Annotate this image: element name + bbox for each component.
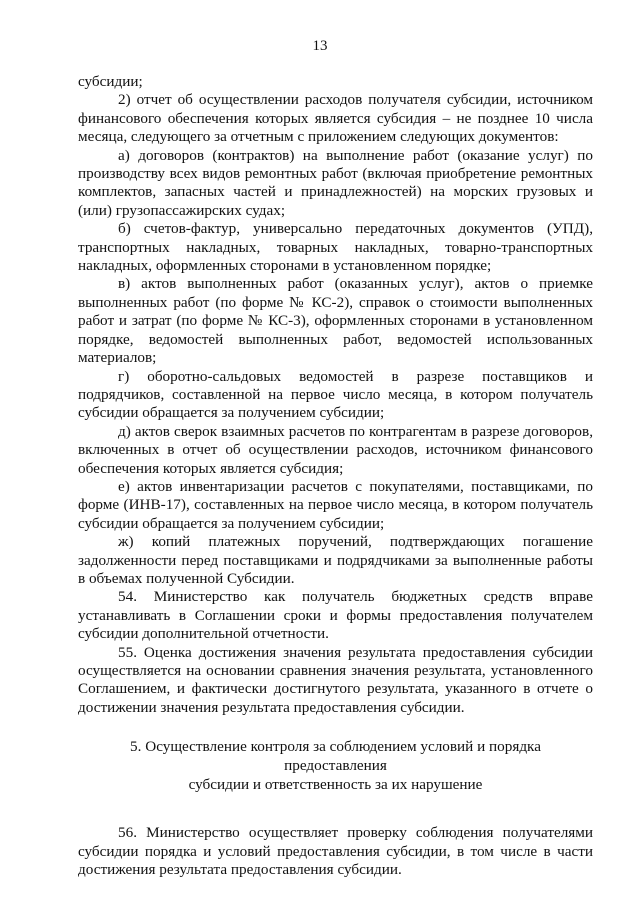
paragraph: 56. Министерство осуществляет проверку соблюдения получателями субсидии порядка и условий предоставления субсидии, в том числе в части достижения результата предоставления субсидии. — [78, 824, 593, 879]
paragraph: а) договоров (контрактов) на выполнение работ (оказание услуг) по производству всех видов ремонтных работ (включая приобретение ремонтных комплектов, запасных частей и принадлежностей) на морских грузовых и (или) грузопассажирских судах; — [78, 146, 593, 219]
paragraphs-after-heading — [78, 824, 593, 879]
section-heading-line-2: субсидии и ответственность за их нарушение — [188, 776, 483, 794]
paragraph: б) счетов-фактур, универсально передаточных документов (УПД), транспортных накладных, товарных накладных, товарно-транспортных накладных, оформленных сторонами в установленном порядке; — [78, 220, 593, 275]
paragraph: субсидии; — [78, 73, 143, 90]
paragraph: е) актов инвентаризации расчетов с покупателями, поставщиками, по форме (ИНВ-17), составленных на первое число месяца, в котором получатель субсидии обращается за получением субсидии; — [78, 477, 593, 532]
paragraph: 2) отчет об осуществлении расходов получателя субсидии, источником финансового обеспечения которых является субсидия – не позднее 10 числа месяца, следующего за отчетным с приложением следующих документов: — [78, 91, 593, 146]
paragraphs-before-heading — [78, 73, 593, 717]
paragraph: в) актов выполненных работ (оказанных услуг), актов о приемке выполненных работ (по форме № КС-2), справок о стоимости выполненных работ и затрат (по форме № КС-3), оформленных сторонами в установленном порядке, ведомостей выполненных работ, ведомостей использованных материалов; — [78, 275, 593, 367]
paragraph: д) актов сверок взаимных расчетов по контрагентам в разрезе договоров, включенных в отчет об осуществлении расходов, источником финансового обеспечения которых является субсидия; — [78, 422, 593, 477]
paragraph: ж) копий платежных поручений, подтверждающих погашение задолженности перед поставщиками и подрядчиками за выполненные работы в объемах полученной Субсидии. — [78, 533, 593, 587]
document-body — [78, 73, 593, 879]
paragraph: г) оборотно-сальдовых ведомостей в разрезе поставщиков и подрядчиков, составленной на первое число месяца, в котором получатель субсидии обращается за получением субсидии; — [78, 367, 593, 422]
section-heading — [78, 737, 593, 794]
section-heading-line-1: 5. Осуществление контроля за соблюдением условий и порядка предоставления — [130, 738, 541, 775]
paragraph: 55. Оценка достижения значения результата предоставления субсидии осуществляется на основании сравнения значения результата, установленного Соглашением, и фактически достигнутого результата, указанного в отчете о достижении значения результата предоставления субсидии. — [78, 643, 593, 716]
page-number: 13 — [312, 38, 328, 54]
paragraph: 54. Министерство как получатель бюджетных средств вправе устанавливать в Соглашении сроки и формы предоставления получателем субсидии дополнительной отчетности. — [78, 588, 593, 643]
